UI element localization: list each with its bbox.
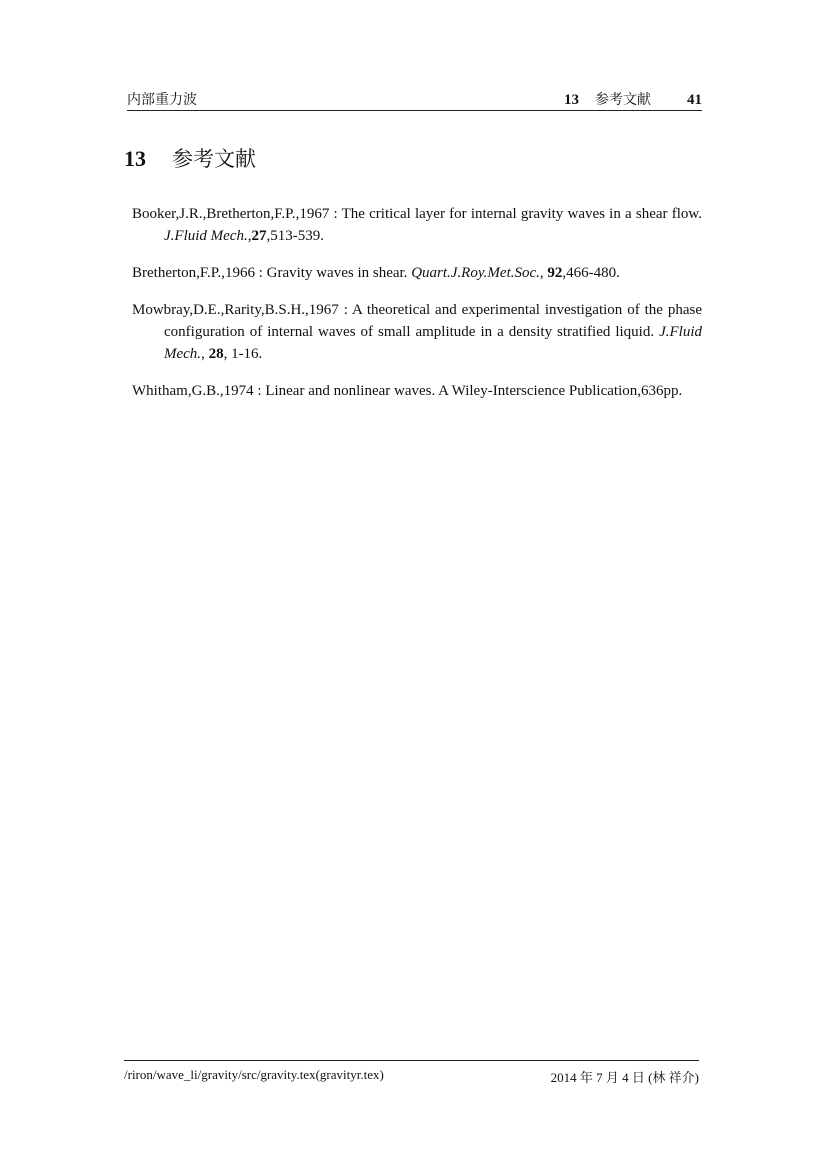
section-heading bbox=[124, 143, 256, 173]
reference-journal: J.Fluid Mech. bbox=[164, 228, 248, 244]
header-section-number: 13 bbox=[564, 92, 579, 108]
reference-text: Whitham,G.B.,1974 : Linear and nonlinear waves. A Wiley-Interscience Publication,636pp. bbox=[132, 383, 683, 399]
reference-pages: , 1-16. bbox=[223, 346, 263, 362]
section-title: 参考文献 bbox=[172, 147, 256, 171]
header-right bbox=[564, 89, 702, 109]
reference-volume: 28 bbox=[208, 346, 224, 362]
reference-item: Bretherton,F.P.,1966 : Gravity waves in shear. Quart.J.Roy.Met.Soc., 92,466-480. bbox=[132, 265, 620, 281]
reference-authors: Booker,J.R.,Bretherton,F.P.,1967 : The critical layer for internal gravity waves in a shear flow. bbox=[132, 206, 702, 222]
reference-pages: ,513-539. bbox=[266, 228, 324, 244]
reference-volume: 27 bbox=[251, 228, 267, 244]
running-header bbox=[127, 88, 702, 111]
reference-journal: Quart.J.Roy.Met.Soc. bbox=[411, 265, 540, 281]
page-number: 41 bbox=[687, 92, 702, 108]
reference-authors: Mowbray,D.E.,Rarity,B.S.H.,1967 : A theoretical and experimental investigation of the phase configuration of internal waves of small amplitude in a density stratified liquid. bbox=[132, 302, 702, 340]
section-number: 13 bbox=[124, 146, 146, 171]
header-document-title: 内部重力波 bbox=[127, 92, 197, 108]
reference-item: Booker,J.R.,Bretherton,F.P.,1967 : The critical layer for internal gravity waves in a shear flow. J.Fluid Mech.,27,513-539. bbox=[132, 206, 702, 244]
reference-item: Mowbray,D.E.,Rarity,B.S.H.,1967 : A theoretical and experimental investigation of the phase configuration of internal waves of small amplitude in a density stratified liquid. J.Fluid Mech., 28, 1-16. bbox=[132, 302, 702, 362]
reference-pages: ,466-480. bbox=[562, 265, 620, 281]
reference-list bbox=[132, 188, 702, 417]
footer-date: 2014 年 7 月 4 日 (林 祥介) bbox=[550, 1070, 699, 1085]
footer-file-path: /riron/wave_li/gravity/src/gravity.tex(gravityr.tex) bbox=[124, 1067, 384, 1082]
reference-authors: Bretherton,F.P.,1966 : Gravity waves in shear. bbox=[132, 265, 408, 281]
reference-journal: J.Fluid Mech. bbox=[164, 324, 702, 362]
page-footer bbox=[124, 1060, 699, 1085]
reference-item bbox=[132, 380, 702, 402]
header-section-title: 参考文献 bbox=[595, 92, 651, 108]
reference-volume: 92 bbox=[547, 265, 563, 281]
